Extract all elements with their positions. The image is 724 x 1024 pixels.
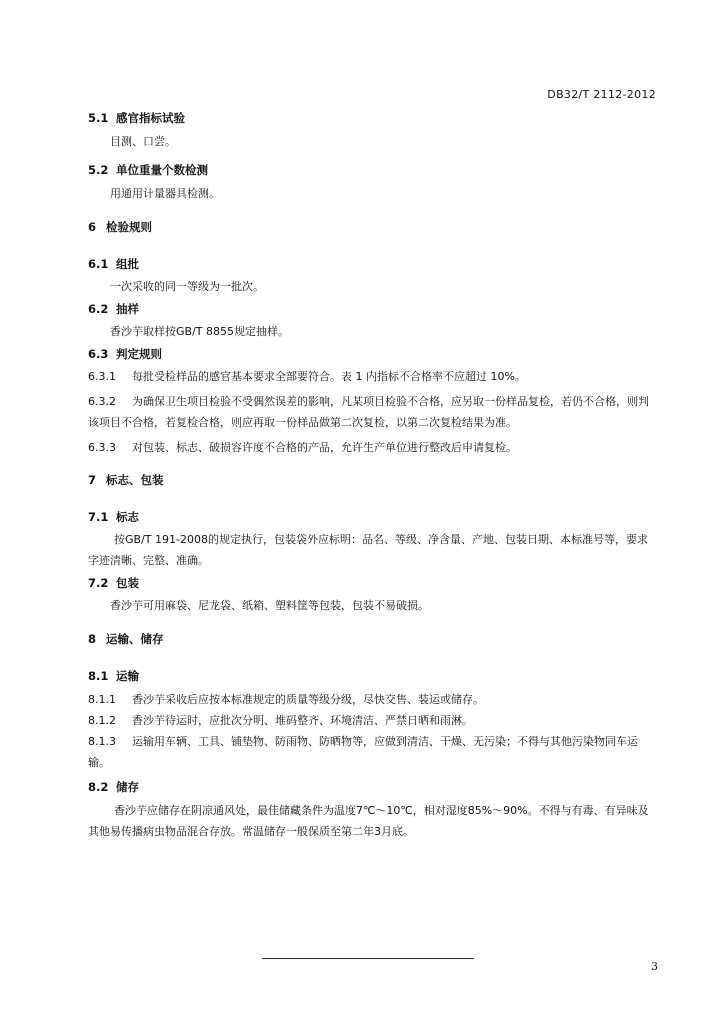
heading-7: 7 标志、包装 — [88, 473, 164, 487]
heading-6-1: 6.1 组批 — [88, 257, 139, 271]
clause-6-3-3: 6.3.3 对包装、标志、破损容许度不合格的产品，允许生产单位进行整改后申请复检。 — [88, 441, 517, 454]
clause-6-3-2: 6.3.2 为确保卫生项目检验不受偶然误差的影响，凡某项目检验不合格，应另取一份样品复检，若仍不合格，则判该项目不合格，若复检合格，则应再取一份样品做第二次复检，以第二次复检结果为准。 — [88, 395, 649, 429]
clause-8-1-2: 8.1.2 香沙芋待运时，应批次分明、堆码整齐、环境清洁、严禁日晒和雨淋。 — [88, 714, 473, 727]
clause-8-1-3: 8.1.3 运输用车辆、工具、铺垫物、防雨物、防晒物等，应做到清洁、干燥、无污染；不得与其他污染物同车运输。 — [88, 735, 638, 769]
heading-5-2: 5.2 单位重量个数检测 — [88, 163, 208, 177]
standard-code: DB32/T 2112-2012 — [547, 88, 656, 101]
heading-7-2: 7.2 包装 — [88, 576, 139, 590]
footer-divider — [262, 958, 474, 959]
paragraph-7-1: 按GB/T 191-2008的规定执行，包装袋外应标明：品名、等级、净含量、产地、包装日期、本标准号等，要求字迹清晰、完整、准确。 — [88, 533, 648, 567]
paragraph-5-2: 用通用计量器具检测。 — [110, 187, 220, 200]
paragraph-5-1: 目测、口尝。 — [110, 135, 176, 148]
page-number: 3 — [651, 960, 658, 973]
heading-6-3: 6.3 判定规则 — [88, 347, 162, 361]
heading-8-2: 8.2 储存 — [88, 780, 139, 794]
heading-5-1: 5.1 感官指标试验 — [88, 111, 185, 125]
paragraph-7-2: 香沙芋可用麻袋、尼龙袋、纸箱、塑料筐等包装，包装不易破损。 — [110, 599, 429, 612]
page-content — [88, 110, 658, 842]
heading-7-1: 7.1 标志 — [88, 510, 139, 524]
heading-6-2: 6.2 抽样 — [88, 302, 139, 316]
paragraph-8-2: 香沙芋应储存在阴凉通风处，最佳储藏条件为温度7℃～10℃，相对湿度85%～90%。不得与有毒、有异味及其他易传播病虫物品混合存放。常温储存一般保质至第二年3月底。 — [88, 804, 649, 838]
paragraph-6-2: 香沙芋取样按GB/T 8855规定抽样。 — [110, 325, 289, 338]
clause-8-1-1: 8.1.1 香沙芋采收后应按本标准规定的质量等级分级，尽快交售、装运或储存。 — [88, 693, 484, 706]
heading-8: 8 运输、储存 — [88, 632, 164, 646]
heading-6: 6 检验规则 — [88, 220, 152, 234]
paragraph-6-1: 一次采收的同一等级为一批次。 — [110, 280, 264, 293]
clause-6-3-1: 6.3.1 每批受检样品的感官基本要求全部要符合。表 1 内指标不合格率不应超过 10%。 — [88, 370, 526, 383]
heading-8-1: 8.1 运输 — [88, 669, 139, 683]
